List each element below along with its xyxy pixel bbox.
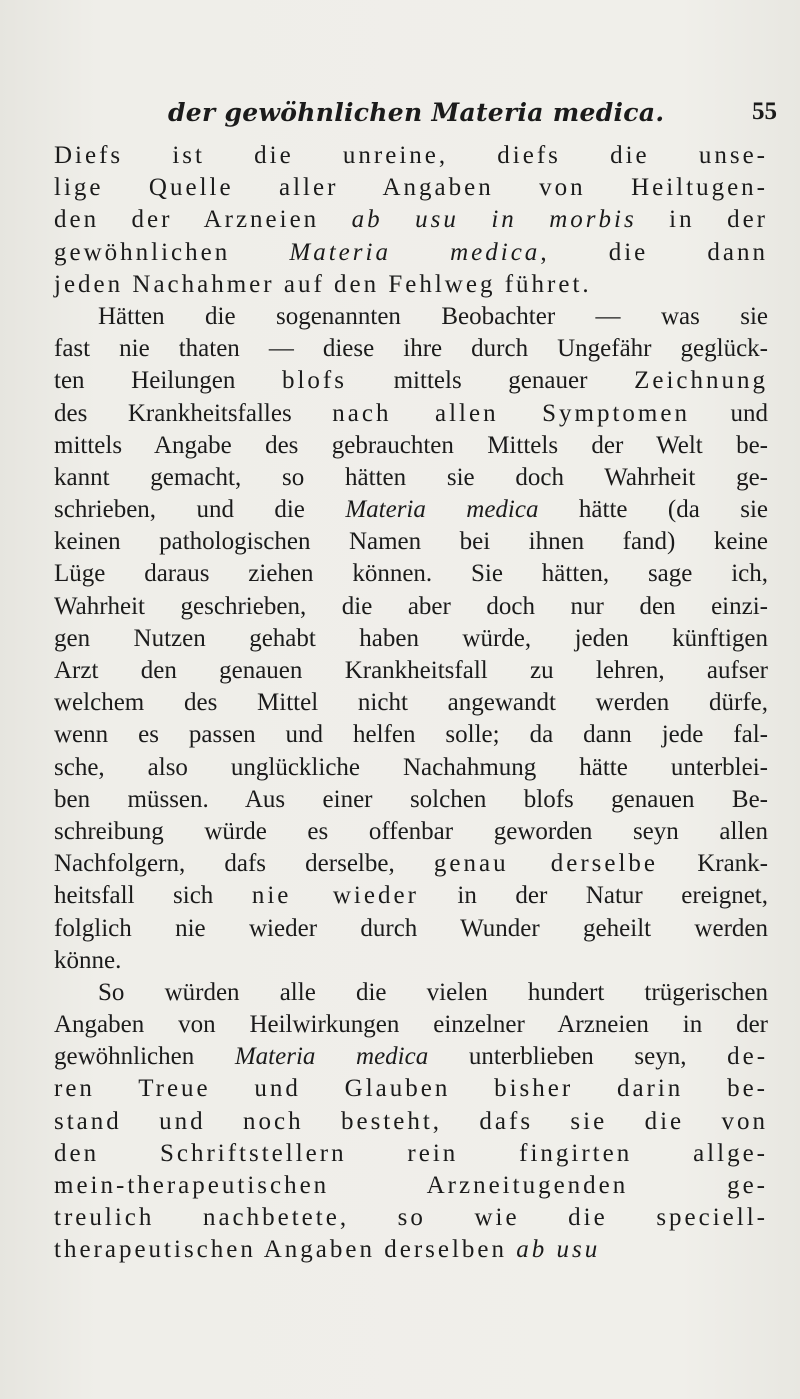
text-segment: Nachfolgern, dafs derselbe, xyxy=(54,850,434,878)
text-line xyxy=(54,398,768,430)
text-segment: treulich nachbetete, so wie die speciell- xyxy=(54,1204,768,1232)
text-segment: mittels Angabe des gebrauchten Mittels der Welt be- xyxy=(54,431,768,459)
text-line xyxy=(54,1170,768,1202)
text-line xyxy=(54,172,768,204)
running-title: der gewöhnlichen Materia medica. xyxy=(168,98,665,127)
text-segment: Materia medica xyxy=(234,1043,429,1071)
text-segment: Zeichnung xyxy=(634,367,768,395)
text-segment: gewöhnlichen xyxy=(54,1043,235,1071)
text-segment: blofs xyxy=(281,367,347,395)
text-line xyxy=(54,655,768,687)
text-line xyxy=(54,365,768,397)
text-segment: folglich nie wieder durch Wunder geheilt werden xyxy=(54,914,768,942)
text-line xyxy=(54,301,768,333)
text-line xyxy=(54,494,768,526)
text-segment: hätte (da sie xyxy=(538,496,768,524)
text-segment: stand und noch besteht, dafs sie die von xyxy=(54,1107,768,1135)
text-line xyxy=(54,784,768,816)
text-segment: schrieben, und die xyxy=(54,496,346,524)
text-segment: mein-therapeutischen Arzneitugenden ge- xyxy=(54,1172,768,1199)
text-segment: kannt gemacht, so hätten sie doch Wahrheit ge- xyxy=(54,463,768,491)
text-line xyxy=(54,1138,768,1170)
text-line xyxy=(54,945,768,977)
text-segment: genau derselbe xyxy=(433,850,659,878)
text-line xyxy=(54,719,768,751)
text-line xyxy=(54,913,768,945)
text-segment: ben müssen. Aus einer solchen blofs genauen Be- xyxy=(54,785,768,813)
text-segment: den der Arzneien xyxy=(54,206,352,234)
text-segment: schreibung würde es offenbar geworden seyn allen xyxy=(54,817,768,845)
text-segment: ren Treue und Glauben bisher darin be- xyxy=(54,1075,768,1103)
text-segment: , die dann xyxy=(540,238,769,266)
text-segment: wenn es passen und helfen solle; da dann jede fal- xyxy=(54,721,768,749)
text-segment: in der xyxy=(636,206,768,234)
text-segment: ab usu xyxy=(516,1236,601,1264)
text-segment: sche, also unglückliche Nachahmung hätte unterblei- xyxy=(54,753,768,781)
text-segment: unterblieben seyn, xyxy=(428,1043,728,1071)
text-segment: des Krankheitsfalles xyxy=(54,399,333,427)
text-line xyxy=(54,880,768,912)
text-line xyxy=(54,430,768,462)
text-segment: Wahrheit geschrieben, die aber doch nur den einzi- xyxy=(54,592,768,620)
text-segment: in der Natur ereignet, xyxy=(418,882,768,910)
text-line xyxy=(54,1041,768,1073)
text-line xyxy=(54,752,768,784)
text-segment: jeden Nachahmer auf den Fehlweg führet. xyxy=(54,270,592,298)
text-segment: lige Quelle aller Angaben von Heiltugen- xyxy=(54,174,768,202)
text-line xyxy=(54,848,768,880)
text-segment: nach allen Symptomen xyxy=(332,399,690,427)
text-line xyxy=(54,977,768,1009)
text-line xyxy=(54,1202,768,1234)
text-line xyxy=(54,623,768,655)
text-segment: Hätten die sogenannten Beobachter — was sie xyxy=(98,302,768,330)
text-line xyxy=(54,333,768,365)
text-segment: und xyxy=(689,399,768,427)
text-segment: therapeutischen Angaben derselben xyxy=(54,1236,517,1264)
text-line xyxy=(54,558,768,590)
text-segment: Angaben von Heilwirkungen einzelner Arzneien in der xyxy=(54,1011,768,1039)
text-segment: de- xyxy=(727,1043,769,1071)
text-segment: Arzt den genauen Krankheitsfall zu lehren, aufser xyxy=(54,657,768,684)
text-segment: So würden alle die vielen hundert trügerischen xyxy=(98,978,768,1006)
text-segment: mittels genauer xyxy=(346,367,635,395)
text-segment: ten Heilungen xyxy=(54,367,282,395)
text-segment: könne. xyxy=(54,946,122,974)
text-line xyxy=(54,462,768,494)
text-segment: Materia medica xyxy=(289,238,541,266)
page-number: 55 xyxy=(752,98,777,125)
text-segment: fast nie thaten — diese ihre durch Ungefähr geglück- xyxy=(54,335,768,363)
text-line xyxy=(54,816,768,848)
text-line xyxy=(54,204,768,236)
text-line xyxy=(54,140,768,172)
text-segment: den Schriftstellern rein fingirten allge- xyxy=(54,1139,768,1167)
text-line xyxy=(54,269,768,301)
text-segment: nie wieder xyxy=(251,882,419,910)
text-line xyxy=(54,1106,768,1138)
text-segment: welchem des Mittel nicht angewandt werden dürfe, xyxy=(54,689,768,717)
text-segment: Lüge daraus ziehen können. Sie hätten, sage ich, xyxy=(54,560,768,588)
running-head xyxy=(168,98,777,132)
text-line xyxy=(54,1234,768,1266)
text-line xyxy=(54,237,768,269)
body-text xyxy=(54,140,768,1267)
text-line xyxy=(54,1009,768,1041)
text-segment: keinen pathologischen Namen bei ihnen fand) keine xyxy=(54,528,768,556)
text-segment: Krank- xyxy=(658,850,768,878)
text-line xyxy=(54,687,768,719)
text-segment: gewöhnlichen xyxy=(54,238,290,266)
text-line xyxy=(54,526,768,558)
text-segment: gen Nutzen gehabt haben würde, jeden künftigen xyxy=(54,624,768,652)
text-segment: ab usu in morbis xyxy=(351,206,637,234)
text-line xyxy=(54,1073,768,1105)
text-segment: heitsfall sich xyxy=(54,882,252,910)
text-segment: Diefs ist die unreine, diefs die unse- xyxy=(54,142,768,169)
text-segment: Materia medica xyxy=(345,496,539,524)
text-line xyxy=(54,591,768,623)
